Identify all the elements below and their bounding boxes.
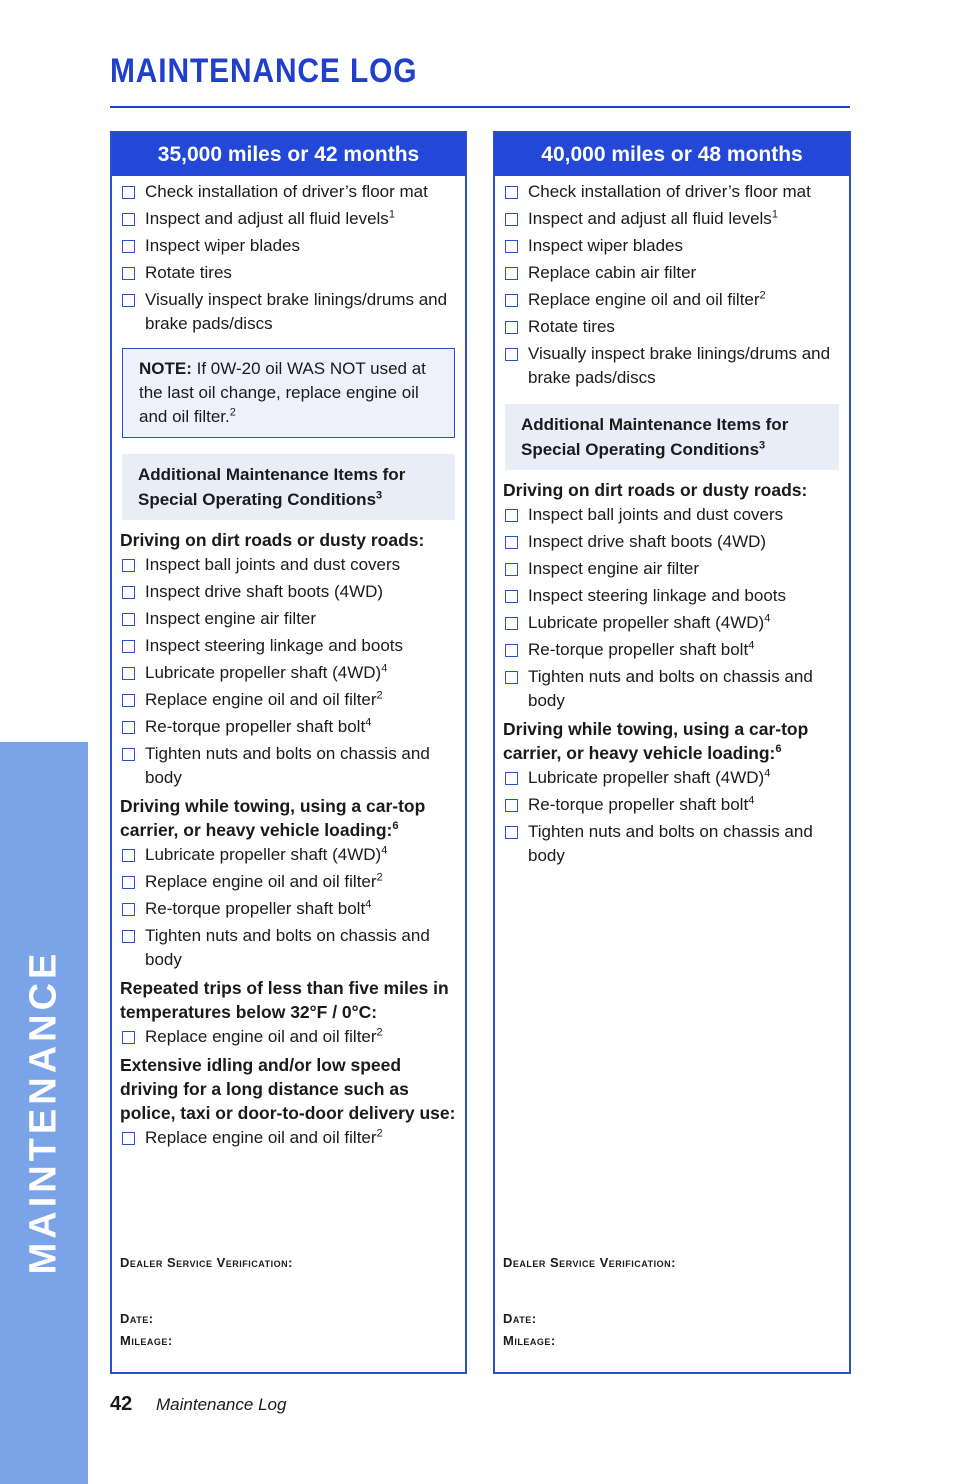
note-text: If 0W-20 oil WAS NOT used at the last oil change, replace engine oil and oil filter. [139,359,426,426]
footnote-ref: 2 [376,1127,383,1140]
item-label: Inspect steering linkage and boots [528,586,787,605]
item-label: Inspect drive shaft boots (4WD) [528,532,767,551]
date-label: Date: [503,1311,537,1326]
checklist-item [503,557,841,581]
checklist-item [120,207,457,231]
item-label: Replace engine oil and oil filter$^2$ [145,1026,383,1046]
checkbox[interactable] [505,772,518,785]
item-label: Replace engine oil and oil filter$^2$ [145,689,383,709]
item-label: Inspect ball joints and dust covers [145,555,401,574]
oil-note [122,348,455,438]
checkbox[interactable] [505,644,518,657]
checklist-item [503,793,841,817]
checkbox[interactable] [122,930,135,943]
checklist-item [120,634,457,658]
date-label: Date: [120,1311,154,1326]
checklist [120,180,457,336]
item-label: Rotate tires [528,317,615,336]
checkbox[interactable] [122,613,135,626]
side-tab-label: MAINTENANCE [22,949,65,1275]
mileage-label: Mileage: [503,1333,556,1348]
checklist-item [120,553,457,577]
condition-heading: Driving on dirt roads or dusty roads: [503,480,808,500]
checklist-item [503,665,841,713]
footnote-ref: 2 [376,871,383,884]
checkbox[interactable] [505,348,518,361]
item-label: Re-torque propeller shaft bolt$^4$ [145,898,372,918]
title-divider [110,106,850,108]
item-label: Inspect and adjust all fluid levels$^1$ [528,208,778,228]
dealer-verification [120,1252,293,1352]
item-label: Replace cabin air filter [528,263,697,282]
checklist-item [503,261,841,285]
checkbox[interactable] [122,240,135,253]
footnote-ref: 2 [759,289,766,302]
checkbox[interactable] [505,213,518,226]
card-header: 35,000 miles or 42 months [112,133,465,176]
checklist-item [120,742,457,790]
item-label: Check installation of driver’s floor mat [528,182,811,201]
checklist-item [120,288,457,336]
footnote-ref: 4 [381,662,388,675]
checklist-item [503,503,841,527]
checkbox[interactable] [505,267,518,280]
footnote-ref: 4 [365,716,372,729]
checklist-item [503,611,841,635]
checkbox[interactable] [505,240,518,253]
item-label: Replace engine oil and oil filter$^2$ [145,1127,383,1147]
checkbox[interactable] [505,563,518,576]
item-label: Replace engine oil and oil filter$^2$ [145,871,383,891]
checkbox[interactable] [505,509,518,522]
checklist-item [120,180,457,204]
checklist-item [120,1126,457,1150]
condition-heading: Driving while towing, using a car-top carrier, or heavy vehicle loading:$^6$ [503,719,809,763]
item-label: Lubricate propeller shaft $(4WD)^4$ [528,612,771,632]
item-label: Re-torque propeller shaft bolt$^4$ [528,639,755,659]
item-label: Inspect ball joints and dust covers [528,505,784,524]
checklist-item [503,234,841,258]
item-label: Tighten nuts and bolts on chassis and body [528,667,813,710]
checkbox[interactable] [122,640,135,653]
additional-items-heading: Additional Maintenance Items for Special Operating Conditions$^3$ [505,404,839,470]
checkbox[interactable] [505,826,518,839]
item-label: Inspect engine air filter [528,559,700,578]
footnote-ref: 2 [376,1026,383,1039]
card-35000-miles [110,131,467,1374]
item-label: Rotate tires [145,263,232,282]
checkbox[interactable] [505,536,518,549]
checkbox[interactable] [122,667,135,680]
footnote-ref: 2 [376,689,383,702]
checklist-item [120,924,457,972]
checklist-item [120,580,457,604]
checkbox[interactable] [122,876,135,889]
item-label: Inspect and adjust all fluid levels$^1$ [145,208,395,228]
checklist-item [503,288,841,312]
checkbox[interactable] [122,1132,135,1145]
checklist-item [120,1025,457,1049]
footnote-ref: 4 [748,639,755,652]
checklist-item [503,315,841,339]
checkbox[interactable] [505,671,518,684]
item-label: Visually inspect brake linings/drums and brake pads/discs [145,290,448,333]
footnote-ref: 1 [771,208,778,221]
checklist-item [503,820,841,868]
additional-items-heading: Additional Maintenance Items for Special Operating Conditions$^3$ [122,454,455,520]
footnote-ref: 4 [365,898,372,911]
item-label: Tighten nuts and bolts on chassis and body [145,744,430,787]
checklist-item [120,661,457,685]
checkbox[interactable] [505,186,518,199]
checkbox[interactable] [122,186,135,199]
mileage-label: Mileage: [120,1333,173,1348]
checklist-item [503,180,841,204]
item-label: Tighten nuts and bolts on chassis and body [528,822,813,865]
dealer-verification [503,1252,676,1352]
checkbox[interactable] [122,903,135,916]
item-label: Inspect wiper blades [145,236,300,255]
checklist-item [503,207,841,231]
checklist-item [120,870,457,894]
checkbox[interactable] [122,294,135,307]
item-label: Inspect wiper blades [528,236,683,255]
checkbox[interactable] [505,294,518,307]
note-footnote: 2 [229,406,236,419]
condition-heading: Driving on dirt roads or dusty roads: [120,530,425,550]
card-40000-miles [493,131,851,1374]
footnote-ref: 1 [388,208,395,221]
item-label: Tighten nuts and bolts on chassis and body [145,926,430,969]
item-label: Replace engine oil and oil filter$^2$ [528,289,766,309]
card-header: 40,000 miles or 48 months [495,133,849,176]
checkbox[interactable] [122,748,135,761]
item-label: Lubricate propeller shaft $(4WD)^4$ [145,844,388,864]
checklist-item [120,843,457,867]
special-conditions [503,478,841,868]
footnote-ref: 4 [764,612,771,625]
checkbox[interactable] [505,799,518,812]
checkbox[interactable] [505,617,518,630]
item-label: Re-torque propeller shaft bolt$^4$ [528,794,755,814]
checkbox[interactable] [122,694,135,707]
checkbox[interactable] [122,849,135,862]
footnote-ref: 4 [748,794,755,807]
checkbox[interactable] [122,559,135,572]
checklist [503,180,841,390]
checkbox[interactable] [122,721,135,734]
checklist-item [120,607,457,631]
special-conditions [120,528,457,1150]
checkbox[interactable] [122,267,135,280]
verification-label: Dealer Service Verification: [120,1255,293,1270]
condition-heading: Driving while towing, using a car-top carrier, or heavy vehicle loading:$^6$ [120,796,426,840]
checkbox[interactable] [122,1031,135,1044]
item-label: Inspect steering linkage and boots [145,636,404,655]
footnote-ref: 4 [764,767,771,780]
page-number: 42 [110,1393,133,1415]
condition-heading: Extensive idling and/or low speed driving for a long distance such as police, taxi or door-to-door delivery use: [120,1055,456,1123]
checklist-item [120,234,457,258]
checkbox[interactable] [122,586,135,599]
condition-heading: Repeated trips of less than five miles in temperatures below 32°F / 0°C: [120,978,449,1022]
checkbox[interactable] [505,590,518,603]
item-label: Lubricate propeller shaft $(4WD)^4$ [145,662,388,682]
checklist-item [120,715,457,739]
item-label: Inspect drive shaft boots (4WD) [145,582,384,601]
checklist-item [120,897,457,921]
note-label: NOTE: [139,359,192,378]
footnote-ref: 4 [381,844,388,857]
item-label: Re-torque propeller shaft bolt$^4$ [145,716,372,736]
item-label: Lubricate propeller shaft $(4WD)^4$ [528,767,771,787]
checkbox[interactable] [122,213,135,226]
footer-label: Maintenance Log [156,1395,287,1414]
verification-label: Dealer Service Verification: [503,1255,676,1270]
checklist-item [503,530,841,554]
checkbox[interactable] [505,321,518,334]
checklist-item [120,261,457,285]
item-label: Visually inspect brake linings/drums and brake pads/discs [528,344,831,387]
checklist-item [503,584,841,608]
page-title: MAINTENANCE LOG [110,52,418,90]
checklist-item [120,688,457,712]
item-label: Check installation of driver’s floor mat [145,182,428,201]
checklist-item [503,342,841,390]
checklist-item [503,638,841,662]
item-label: Inspect engine air filter [145,609,317,628]
checklist-item [503,766,841,790]
